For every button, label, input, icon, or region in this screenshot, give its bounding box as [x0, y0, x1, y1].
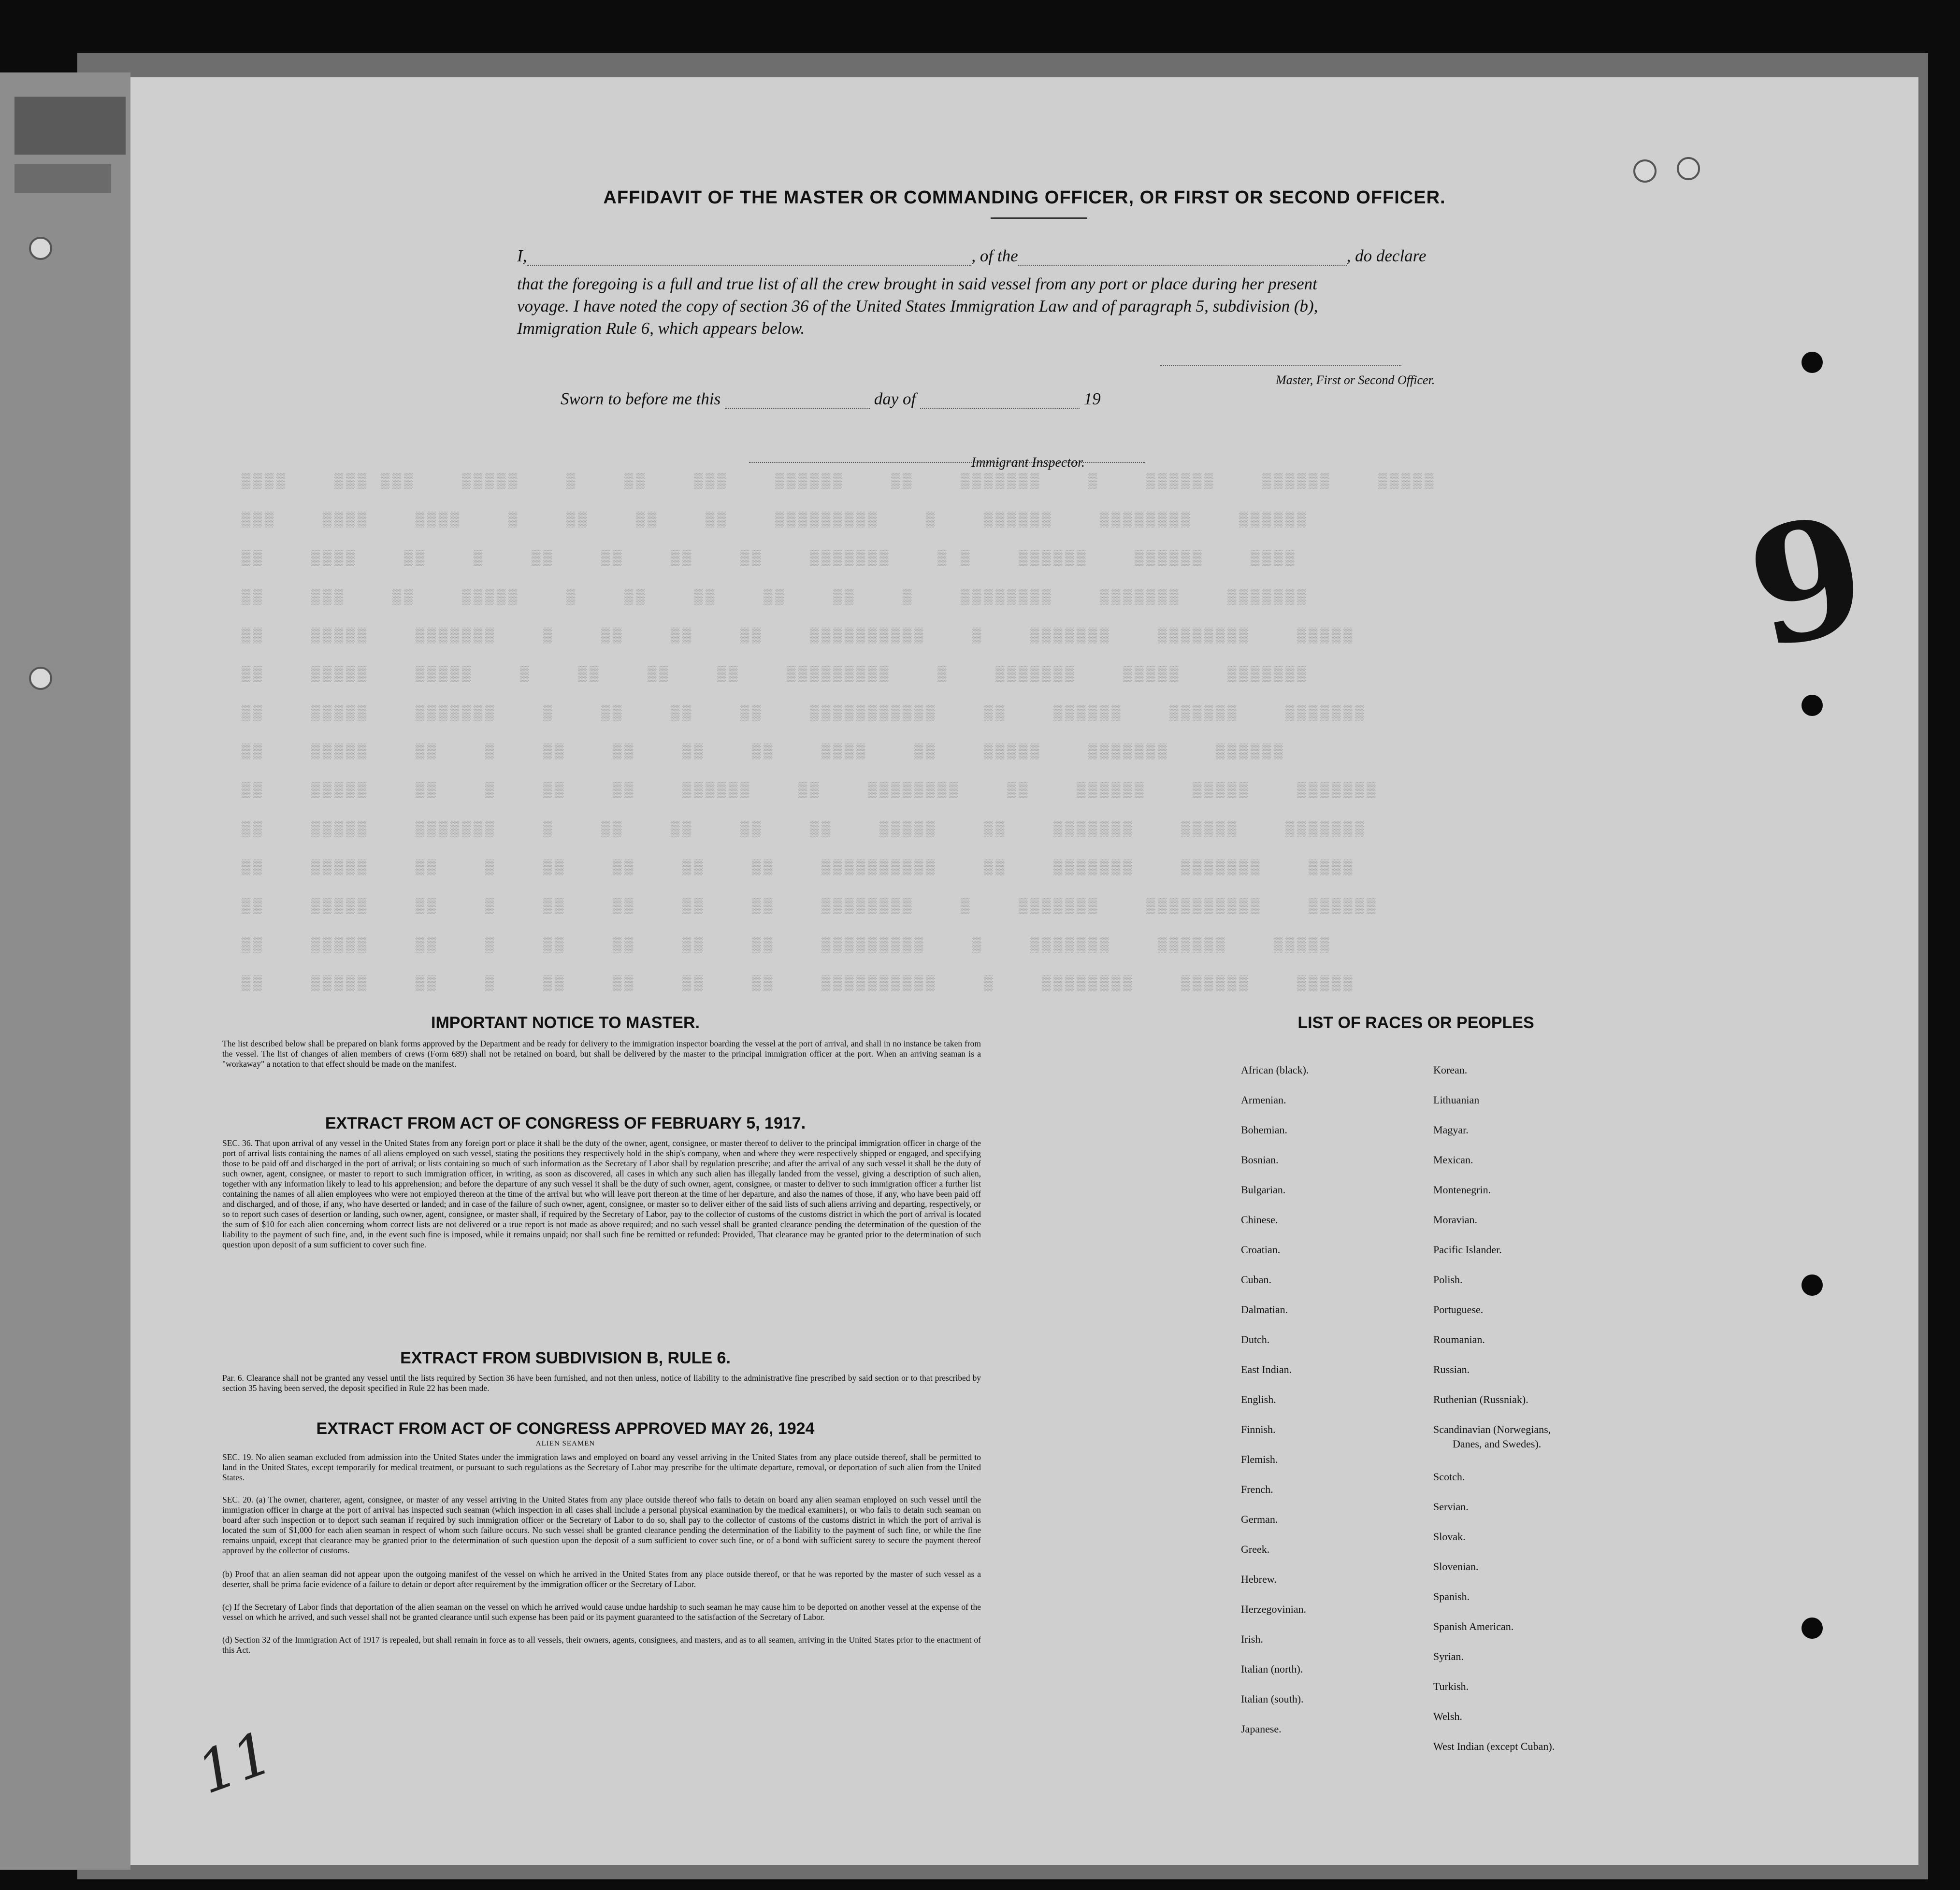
inspector-label: Immigrant Inspector.	[971, 455, 1085, 470]
handwritten-page-number: 9	[1733, 478, 1881, 685]
race-item: Slovenian.	[1433, 1561, 1479, 1573]
signature-line[interactable]	[1160, 365, 1401, 366]
race-item: Irish.	[1241, 1633, 1263, 1645]
race-item: Slovak.	[1433, 1531, 1466, 1543]
affidavit-line-2: that the foregoing is a full and true list of all the crew brought in said vessel from any port or place during her present	[517, 274, 1317, 293]
declare-label: , do declare	[1346, 246, 1427, 265]
punch-hole	[1801, 1274, 1823, 1296]
sec20d-text: (d) Section 32 of the Immigration Act of 1917 is repealed, but shall remain in force as to all vessels, their owners, agents, consignees, and masters, and as to all seamen, arriving in the United States prior to the enactment of this Act.	[222, 1635, 981, 1655]
sec20b-text: (b) Proof that an alien seaman did not appear upon the outgoing manifest of the vessel on which he arrived in the United States from any place outside thereof, or that he was reported by the master of such vessel as a deserter, shall be prima facie evidence of a failure to detain or deport after requirement by the immigration officer or the Secretary of Labor.	[222, 1569, 981, 1589]
alien-seamen-subheading: ALIEN SEAMEN	[535, 1440, 595, 1447]
race-item: Armenian.	[1241, 1094, 1286, 1106]
race-item: Spanish.	[1433, 1590, 1470, 1603]
race-item: Dalmatian.	[1241, 1303, 1288, 1316]
affidavit-title: AFFIDAVIT OF THE MASTER OR COMMANDING OFFICER, OR FIRST OR SECOND OFFICER.	[603, 187, 1446, 208]
race-item: West Indian (except Cuban).	[1433, 1740, 1555, 1752]
binder-hole	[29, 237, 52, 260]
year-label: 19	[1083, 389, 1101, 408]
race-item: Italian (north).	[1241, 1663, 1303, 1675]
race-item: French.	[1241, 1483, 1273, 1495]
vessel-label: , of the	[971, 246, 1018, 265]
race-item: Finnish.	[1241, 1423, 1276, 1435]
race-item: Pacific Islander.	[1433, 1244, 1502, 1256]
race-item: Chinese.	[1241, 1214, 1278, 1226]
race-item: Ruthenian (Russniak).	[1433, 1393, 1528, 1405]
subdivision-b-text: Par. 6. Clearance shall not be granted any vessel until the lists required by Section 36 have been furnished, and not then unless, notice of liability to the administrative fine prescribed by said section or to that prescribed by section 35 having been served, the deposit specified in Rule 22 has been made.	[222, 1373, 981, 1393]
race-item: Servian.	[1433, 1501, 1469, 1513]
race-item: Italian (south).	[1241, 1693, 1304, 1705]
bleed-through-text: ▒▒▒▒ ▒▒▒ ▒▒▒ ▒▒▒▒▒ ▒ ▒▒ ▒▒▒ ▒▒▒▒▒▒ ▒▒ ▒▒▒▒▒▒▒ ▒ ▒▒▒▒▒▒ ▒▒▒▒▒▒ ▒▒▒▒▒ ▒▒▒ ▒▒▒▒ ▒▒▒▒ ▒ ▒▒ ▒▒ ▒▒ ▒▒▒▒▒▒▒▒▒ ▒ ▒▒▒▒▒▒ ▒▒▒▒▒▒▒▒ ▒▒▒▒▒▒ ▒▒ ▒▒▒▒ ▒▒ ▒ ▒▒ ▒▒ ▒▒ ▒▒ ▒▒▒▒▒▒▒ ▒ ▒ ▒▒▒▒▒▒ ▒▒▒▒▒▒ ▒▒▒▒ ▒▒ ▒▒▒ ▒▒ ▒▒▒▒▒ ▒ ▒▒ ▒▒ ▒▒ ▒▒ ▒ ▒▒▒▒▒▒▒▒ ▒▒▒▒▒▒▒ ▒▒▒▒▒▒▒ ▒▒ ▒▒▒▒▒ ▒▒▒▒▒▒▒ ▒ ▒▒ ▒▒ ▒▒ ▒▒▒▒▒▒▒▒▒▒ ▒ ▒▒▒▒▒▒▒ ▒▒▒▒▒▒▒▒ ▒▒▒▒▒ ▒▒ ▒▒▒▒▒ ▒▒▒▒▒ ▒ ▒▒ ▒▒ ▒▒ ▒▒▒▒▒▒▒▒▒ ▒ ▒▒▒▒▒▒▒ ▒▒▒▒▒ ▒▒▒▒▒▒▒ ▒▒ ▒▒▒▒▒ ▒▒▒▒▒▒▒ ▒ ▒▒ ▒▒ ▒▒ ▒▒▒▒▒▒▒▒▒▒▒ ▒▒ ▒▒▒▒▒▒ ▒▒▒▒▒▒ ▒▒▒▒▒▒▒ ▒▒ ▒▒▒▒▒ ▒▒ ▒ ▒▒ ▒▒ ▒▒ ▒▒ ▒▒▒▒ ▒▒ ▒▒▒▒▒ ▒▒▒▒▒▒▒ ▒▒▒▒▒▒ ▒▒ ▒▒▒▒▒ ▒▒ ▒ ▒▒ ▒▒ ▒▒▒▒▒▒ ▒▒ ▒▒▒▒▒▒▒▒ ▒▒ ▒▒▒▒▒▒ ▒▒▒▒▒ ▒▒▒▒▒▒▒ ▒▒ ▒▒▒▒▒ ▒▒▒▒▒▒▒ ▒ ▒▒ ▒▒ ▒▒ ▒▒ ▒▒▒▒▒ ▒▒ ▒▒▒▒▒▒▒ ▒▒▒▒▒ ▒▒▒▒▒▒▒ ▒▒ ▒▒▒▒▒ ▒▒ ▒ ▒▒ ▒▒ ▒▒ ▒▒ ▒▒▒▒▒▒▒▒▒▒ ▒▒ ▒▒▒▒▒▒▒ ▒▒▒▒▒▒▒ ▒▒▒▒ ▒▒ ▒▒▒▒▒ ▒▒ ▒ ▒▒ ▒▒ ▒▒ ▒▒ ▒▒▒▒▒▒▒▒ ▒ ▒▒▒▒▒▒▒ ▒▒▒▒▒▒▒▒▒▒ ▒▒▒▒▒▒ ▒▒ ▒▒▒▒▒ ▒▒ ▒ ▒▒ ▒▒ ▒▒ ▒▒ ▒▒▒▒▒▒▒▒▒ ▒ ▒▒▒▒▒▒▒ ▒▒▒▒▒▒ ▒▒▒▒▒ ▒▒ ▒▒▒▒▒ ▒▒ ▒ ▒▒ ▒▒ ▒▒ ▒▒ ▒▒▒▒▒▒▒▒▒▒ ▒ ▒▒▒▒▒▒▒▒ ▒▒▒▒▒▒ ▒▒▒▒▒	[242, 473, 1437, 992]
punch-hole	[1801, 1618, 1823, 1639]
notice-heading: IMPORTANT NOTICE TO MASTER.	[431, 1014, 700, 1032]
race-item: Montenegrin.	[1433, 1184, 1491, 1196]
race-item: Scandinavian (Norwegians,	[1433, 1423, 1551, 1435]
race-item: Japanese.	[1241, 1723, 1282, 1735]
binder-hole	[29, 667, 52, 690]
stamp-block	[14, 97, 126, 155]
race-item: Herzegovinian.	[1241, 1603, 1306, 1615]
race-item: Danes, and Swedes).	[1453, 1438, 1542, 1450]
punch-hole	[1633, 159, 1657, 183]
race-item: Scotch.	[1433, 1471, 1465, 1483]
race-item: Polish.	[1433, 1274, 1463, 1286]
sec20a-text: SEC. 20. (a) The owner, charterer, agent, consignee, or master of any vessel arriving in the United States from any place outside thereof who fails to detain on board any alien seaman employed on such vessel until the immigration officer in charge at the port of arrival has inspected such seaman (which inspection in all cases shall include a personal physical examination by the medical examiners), or who fails to detain such seaman on board after such inspection or to deport such seaman if required by such immigration officer or the Secretary of Labor to do so, shall pay to the collector of customs of the customs district in which the port of arrival is located the sum of $1,000 for each alien seaman in respect of whom such failure occurs. No such vessel shall be granted clearance pending the determination of the liability to the payment of such fine, or while the fine remains unpaid, except that clearance may be granted prior to the determination of such question upon the deposit of a sum sufficient to cover such fine, or of a bond with sufficient surety to secure the payment thereof approved by the collector of customs.	[222, 1495, 981, 1555]
race-item: African (black).	[1241, 1064, 1309, 1076]
sworn-line	[561, 389, 1101, 409]
race-item: Korean.	[1433, 1064, 1468, 1076]
race-item: Turkish.	[1433, 1680, 1469, 1692]
sec20c-text: (c) If the Secretary of Labor finds that deportation of the alien seaman on the vessel on which he arrived would cause undue hardship to such seaman he may cause him to be deported on another vessel at the expense of the vessel on which he arrived, and such vessel shall not be granted clearance until such expense has been paid or its payment guaranteed to the satisfaction of the Secretary of Labor.	[222, 1602, 981, 1622]
race-item: Dutch.	[1241, 1333, 1270, 1346]
race-item: Bohemian.	[1241, 1124, 1287, 1136]
race-item: Mexican.	[1433, 1154, 1473, 1166]
race-item: Hebrew.	[1241, 1573, 1277, 1585]
day-of-label: day of	[874, 389, 916, 408]
extract-1917-text: SEC. 36. That upon arrival of any vessel in the United States from any foreign port or place it shall be the duty of the owner, agent, consignee, or master thereof to deliver to the principal immigration officer in charge of the port of arrival lists containing the names of all aliens employed on such vessel, stating the positions they respectively hold in the ship's company, when and where they were respectively shipped or engaged, and specifying those to be paid off and discharged in the port of arrival; or lists containing so much of such information as the Secretary of Labor shall by regulation prescribe; and after the arrival of any such vessel it shall be the duty of such owner, agent, consignee, or master to report to such immigration officer, in writing, as soon as discovered, all cases in which any such alien has illegally landed from the vessel, giving a description of such alien, together with any information likely to lead to his apprehension; and before the departure of any such vessel it shall be the duty of such owner, agent, consignee, or master to deliver to such immigration officer a further list containing the names of all alien employees who were not employed thereon at the time of the arrival but who will leave port thereon at the time of her departure, and also the names of those, if any, who have been paid off and discharged, and of those, if any, who have deserted or landed; and in case of the failure of such owner, agent, consignee, or master so to deliver either of the said lists of such aliens arriving and departing, respectively, or so to report such cases of desertion or landing, such owner, agent, consignee, or master shall, if required by the Secretary of Labor, pay to the collector of customs of the customs district in which the port of arrival is located the sum of $10 for each alien concerning whom correct lists are not delivered or a true report is not made as above required; and no such vessel shall be granted clearance pending the determination of the question of the liability to the payment of such fine, and, in the event such fine is imposed, while it remains unpaid; nor shall such fine be remitted or refunded: Provided, That clearance may be granted prior to the determination of such question upon deposit of a sum sufficient to cover such fine.	[222, 1138, 981, 1249]
month-blank[interactable]	[920, 408, 1080, 409]
sec19-text: SEC. 19. No alien seaman excluded from admission into the United States under the immigration laws and employed on board any vessel arriving in the United States from any place outside thereof, shall be permitted to land in the United States, except temporarily for medical treatment, or pursuant to such regulations as the Secretary of Labor may prescribe for the ultimate departure, removal, or deportation of such alien from the United States.	[222, 1452, 981, 1482]
race-item: Roumanian.	[1433, 1333, 1485, 1346]
race-item: Moravian.	[1433, 1214, 1478, 1226]
race-item: Magyar.	[1433, 1124, 1469, 1136]
sworn-label: Sworn to before me this	[561, 389, 721, 408]
races-heading: LIST OF RACES OR PEOPLES	[1297, 1014, 1534, 1032]
race-item: East Indian.	[1241, 1363, 1292, 1375]
race-item: Croatian.	[1241, 1244, 1281, 1256]
subdivision-b-heading: EXTRACT FROM SUBDIVISION B, RULE 6.	[400, 1349, 731, 1367]
notice-text: The list described below shall be prepared on blank forms approved by the Department and be ready for delivery to the immigration inspector boarding the vessel at the port of arrival, and shall in no instance be taken from the vessel. The list of changes of alien members of crews (Form 689) shall not be retained on board, but shall be delivered by the master to the principal immigration officer at the port. When an arriving seaman is a "workaway" a notation to that effect should be made on the manifest.	[222, 1039, 981, 1069]
manifest-page	[130, 77, 1918, 1865]
race-item: Bosnian.	[1241, 1154, 1279, 1166]
race-item: English.	[1241, 1393, 1276, 1405]
race-item: German.	[1241, 1513, 1278, 1525]
race-item: Welsh.	[1433, 1710, 1462, 1722]
race-item: Portuguese.	[1433, 1303, 1484, 1316]
left-page-edge	[0, 72, 130, 1870]
race-item: Syrian.	[1433, 1650, 1464, 1662]
race-item: Greek.	[1241, 1543, 1270, 1555]
race-item: Bulgarian.	[1241, 1184, 1286, 1196]
race-item: Spanish American.	[1433, 1620, 1514, 1632]
punch-hole	[1801, 352, 1823, 373]
affidavit-line-1	[517, 246, 1427, 266]
extract-1917-heading: EXTRACT FROM ACT OF CONGRESS OF FEBRUARY 5, 1917.	[325, 1114, 806, 1132]
extract-1924-heading: EXTRACT FROM ACT OF CONGRESS APPROVED MAY 26, 1924	[316, 1419, 815, 1438]
stamp-block-small	[14, 164, 111, 193]
affidavit-line-3: voyage. I have noted the copy of section 36 of the United States Immigration Law and of paragraph 5, subdivision (b),	[517, 297, 1318, 315]
race-item: Flemish.	[1241, 1453, 1278, 1465]
race-item: Cuban.	[1241, 1274, 1271, 1286]
inspector-signature-line[interactable]	[749, 462, 1145, 463]
declarant-label: I,	[517, 246, 527, 265]
day-blank[interactable]	[725, 408, 870, 409]
vessel-blank[interactable]	[1018, 265, 1347, 266]
affidavit-line-4: Immigration Rule 6, which appears below.	[517, 319, 805, 338]
handwritten-corner-number: 11	[188, 1719, 281, 1807]
title-rule	[991, 217, 1087, 219]
race-item: Russian.	[1433, 1363, 1470, 1375]
race-item: Lithuanian	[1433, 1094, 1480, 1106]
punch-hole	[1677, 157, 1700, 180]
name-blank[interactable]	[527, 265, 971, 266]
signature-label: Master, First or Second Officer.	[1276, 373, 1435, 387]
